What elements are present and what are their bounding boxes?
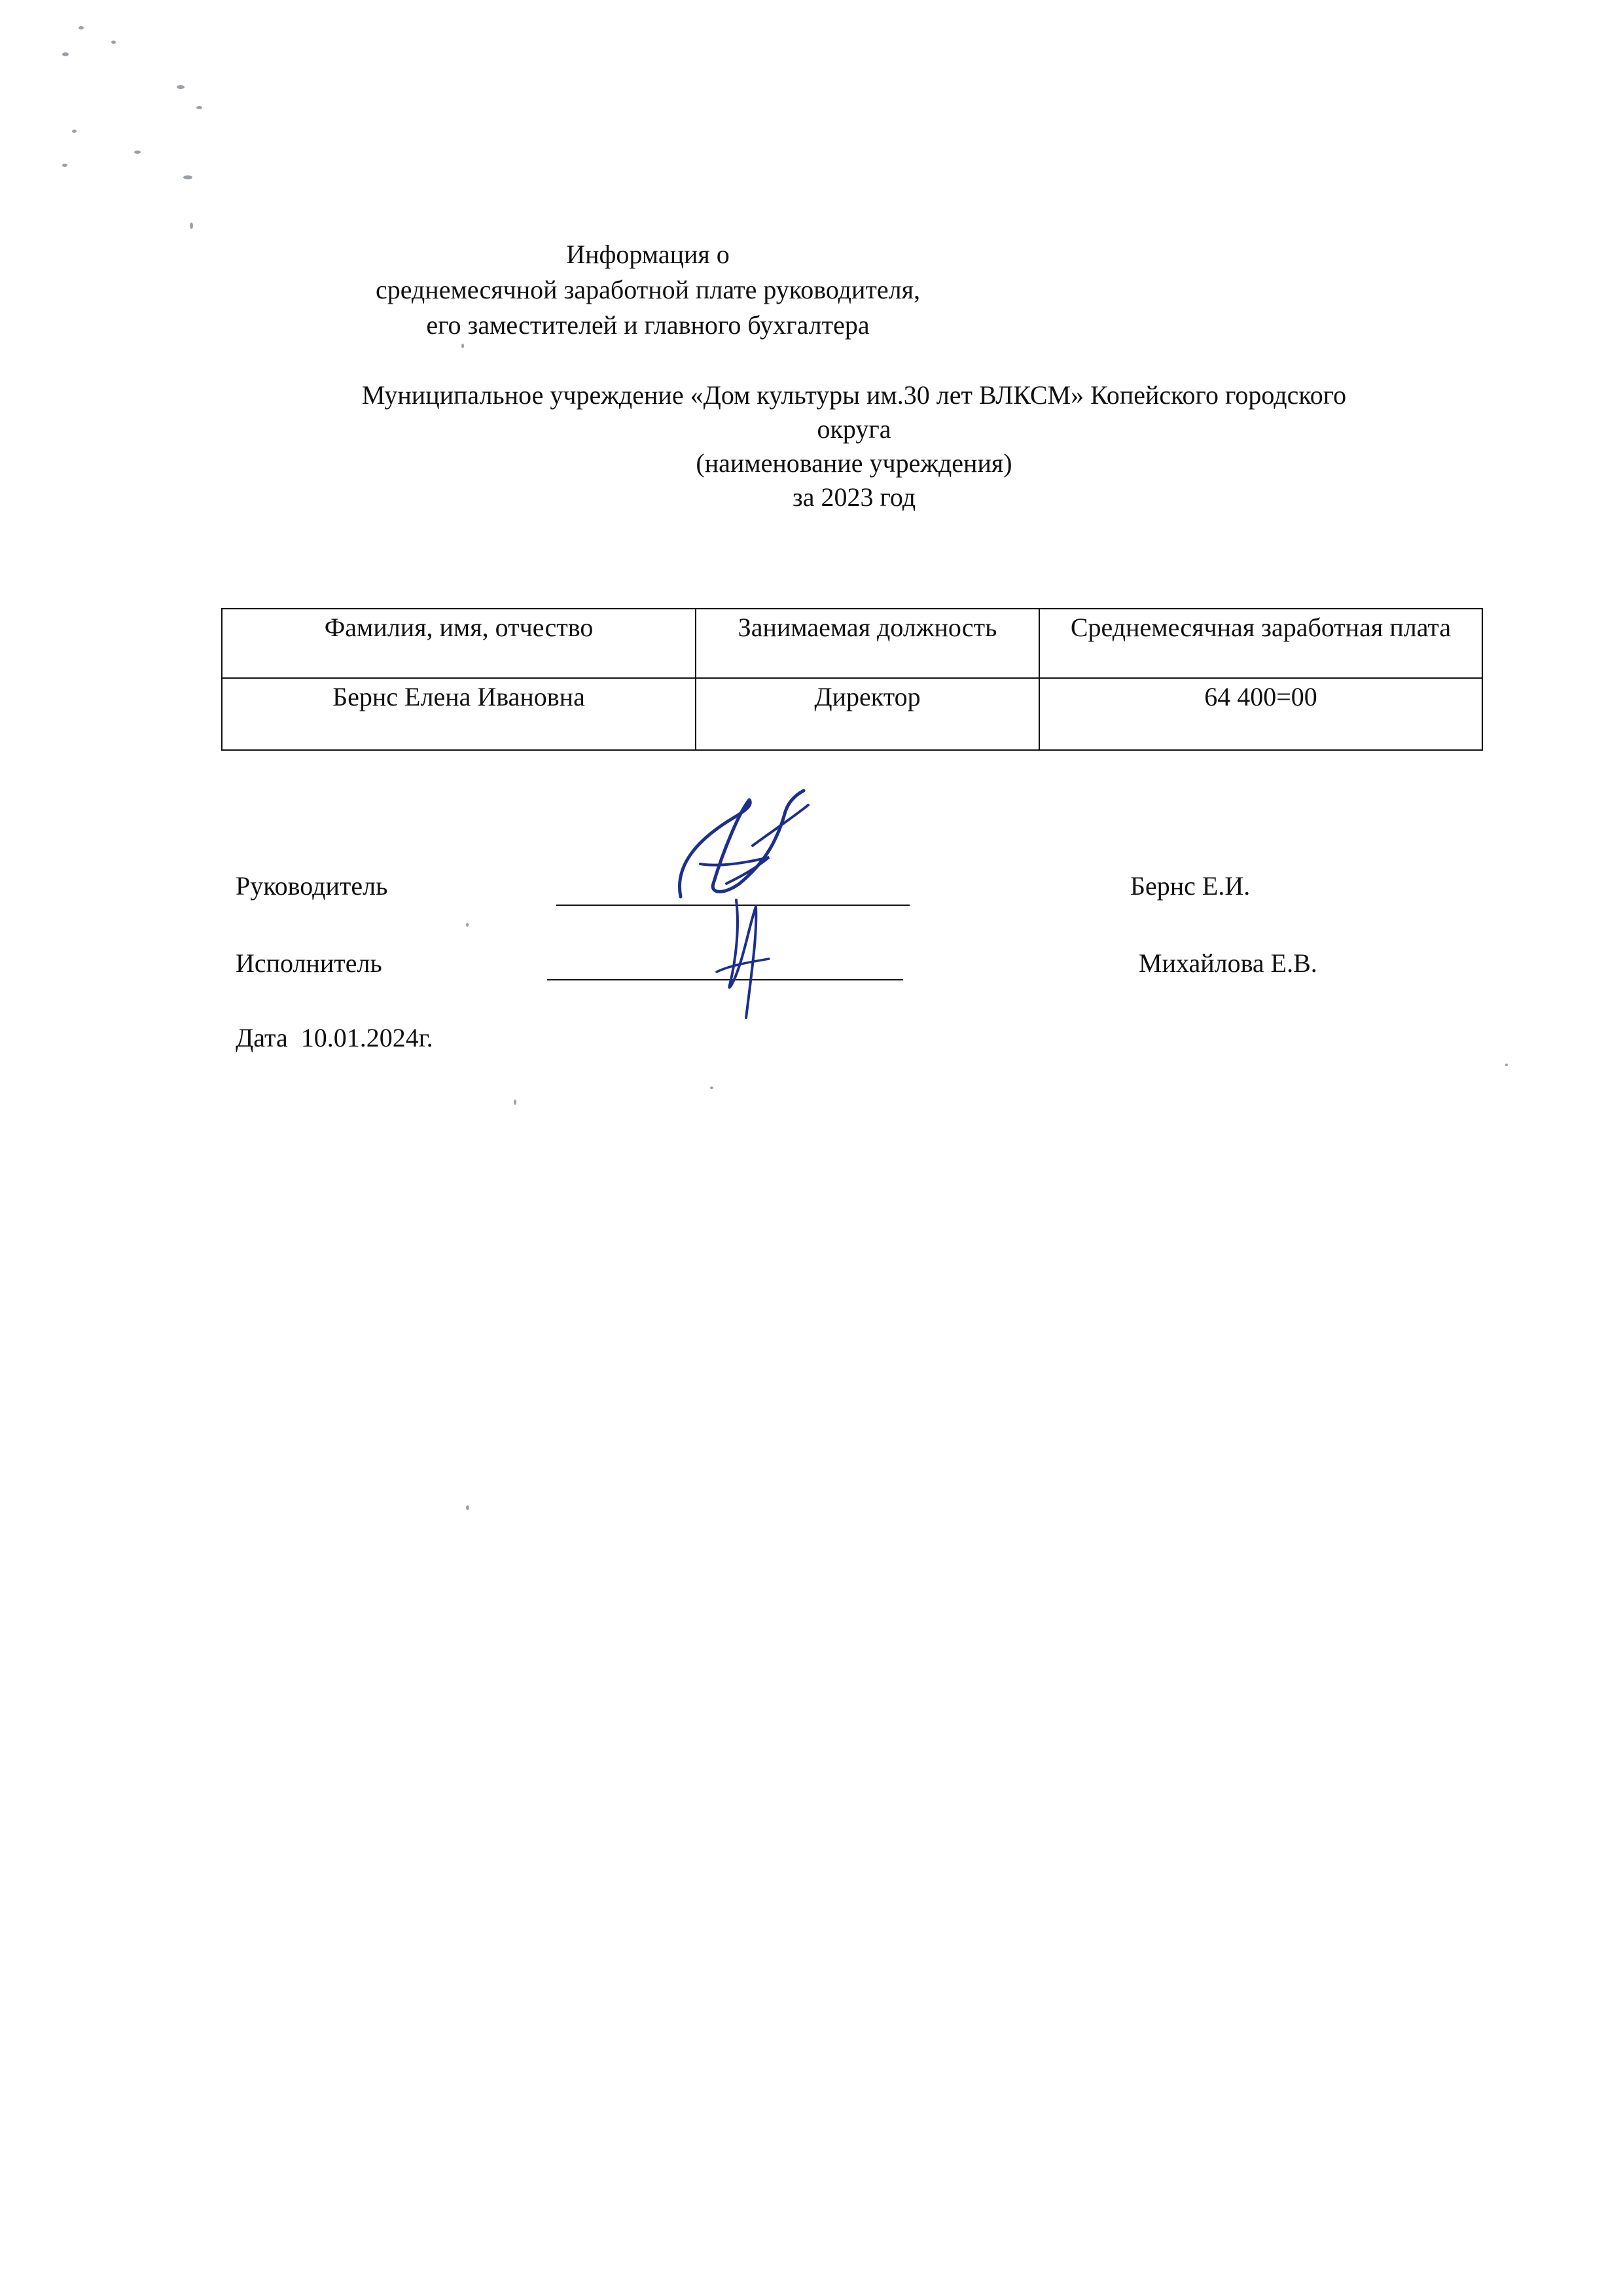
cell-full-name: Бернс Елена Ивановна [222,678,696,750]
organization-block [216,378,1492,514]
organization-name: Муниципальное учреждение «Дом культуры им.30 лет ВЛКСМ» Копейского городского [361,380,1347,410]
table-header-row [222,609,1482,678]
document-title [196,237,1099,343]
document-date: Дата 10.01.2024г. [236,1023,433,1052]
title-line-3: его заместителей и главного бухгалтера [426,310,870,340]
executor-name: Михайлова Е.В. [1139,948,1317,978]
salary-table [221,608,1483,751]
title-line-1: Информация о [566,240,730,269]
title-line-2: среднемесячной заработной плате руководителя, [375,275,921,304]
cell-average-salary: 64 400=00 [1039,678,1482,750]
header-full-name: Фамилия, имя, отчество [222,609,696,678]
header-position: Занимаемая должность [696,609,1039,678]
cell-position: Директор [696,678,1039,750]
organization-name-continued: округа [817,414,891,444]
organization-caption: (наименование учреждения) [696,448,1012,478]
executor-label: Исполнитель [236,948,382,978]
head-name: Бернс Е.И. [1130,871,1251,901]
executor-handwritten-signature [710,887,782,1024]
header-average-salary: Среднемесячная заработная плата [1039,609,1482,678]
table-row [222,678,1482,750]
report-period: за 2023 год [792,482,916,512]
head-label: Руководитель [236,871,388,901]
